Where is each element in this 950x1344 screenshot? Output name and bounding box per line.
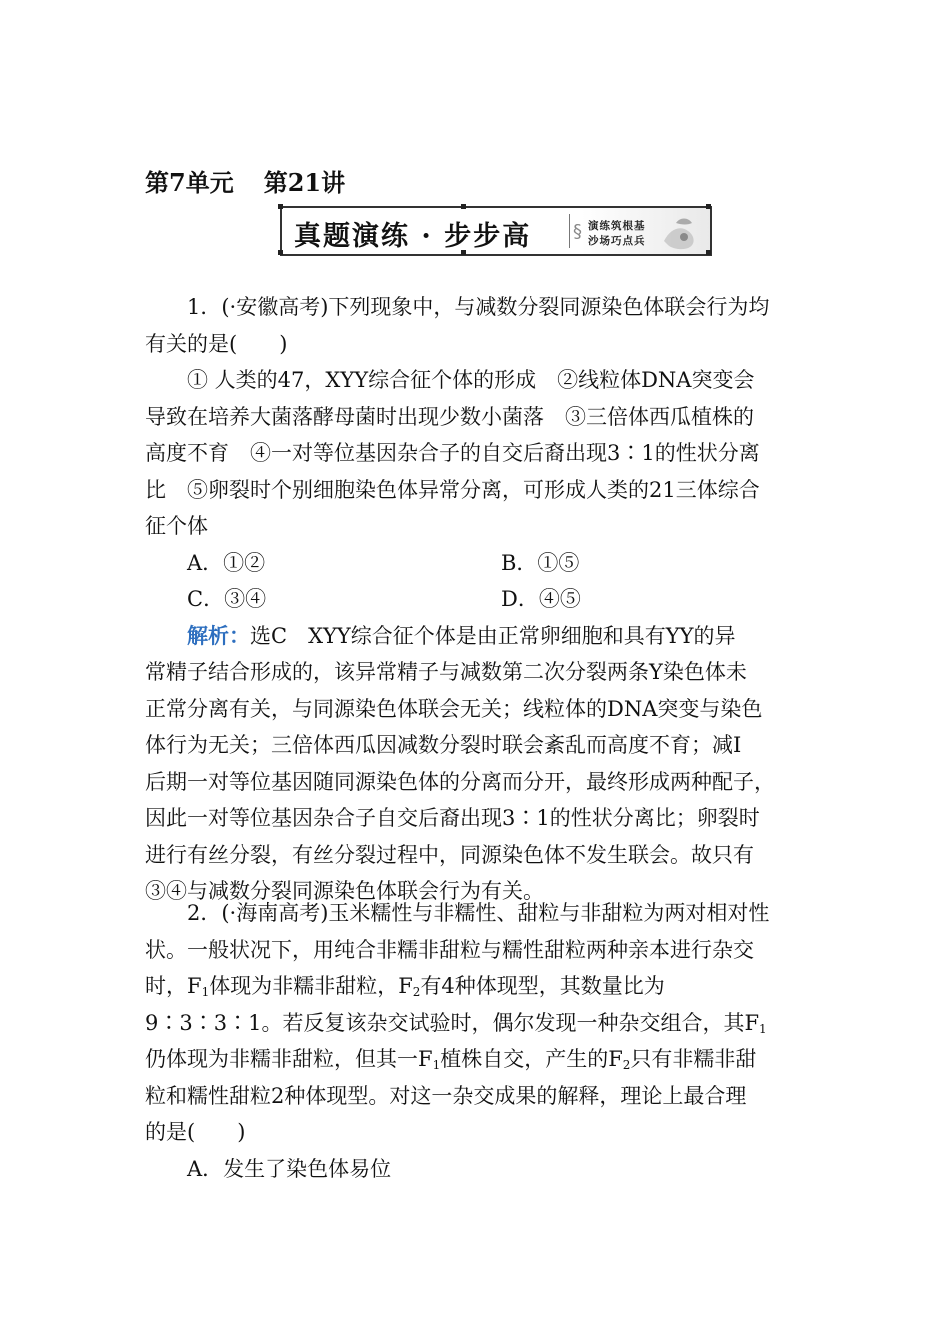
banner-subtitle-1: 演练筑根基 <box>588 220 646 232</box>
question-1 <box>145 289 815 910</box>
decorative-ink-icon <box>658 211 702 253</box>
lecture-label: 第21讲 <box>263 168 346 197</box>
banner-title: 真题演练 · 步步高 <box>294 221 532 252</box>
q1-analysis-line-5: 后期一对等位基因随同源染色体的分离而分开，最终形成两种配子， <box>145 769 775 794</box>
q1-option-c[interactable]: C．③④ <box>187 587 267 611</box>
q2-stem-line-7: 的是( ) <box>145 1120 246 1144</box>
q2-stem-line-4: 9∶3∶3∶1。若反复该杂交试验时，偶尔发现一种杂交组合，其$F_1$ <box>145 1010 767 1036</box>
q1-analysis-line-3: 正常分离有关，与同源染色体联会无关；线粒体的DNA突变与染色 <box>145 696 763 721</box>
q2-stem-line-6: 粒和糯性甜粒2种体现型。对这一杂交成果的解释，理论上最合理 <box>145 1083 747 1108</box>
q1-analysis-line-4: 体行为无关；三倍体西瓜因减数分裂时联会紊乱而高度不育；减Ⅰ <box>145 733 742 757</box>
swirl-icon: § <box>573 221 582 242</box>
section-banner <box>280 206 712 256</box>
banner-divider <box>569 214 570 248</box>
banner-subtitle-2: 沙场巧点兵 <box>588 235 646 247</box>
question-2 <box>145 895 815 1187</box>
q2-stem-line-5: 仍体现为非糯非甜粒，但其一$F_1$植株自交，产生的$F_2$只有非糯非甜 <box>145 1047 757 1072</box>
q2-stem-line-1: 2．(·海南高考)玉米糯性与非糯性、甜粒与非甜粒为两对相对性 <box>187 901 770 925</box>
q1-options-row-2 <box>145 581 815 618</box>
section-header <box>145 163 345 198</box>
q1-statement-line-5: 征个体 <box>145 514 208 538</box>
q1-statement-line-1: ① 人类的47，XYY综合征个体的形成 ②线粒体DNA突变会 <box>187 368 755 392</box>
unit-label: 第7单元 <box>145 168 234 197</box>
q1-analysis-line-2: 常精子结合形成的，该异常精子与减数第二次分裂两条Y染色体未 <box>145 660 747 684</box>
q1-statement-line-2: 导致在培养大菌落酵母菌时出现少数小菌落 ③三倍体西瓜植株的 <box>145 404 754 429</box>
q1-stem-line-2: 有关的是( ) <box>145 331 288 356</box>
q1-analysis-line-1: 解析：选C XYY综合征个体是由正常卵细胞和具有YY的异 <box>187 622 736 648</box>
q2-option-a[interactable]: A．发生了染色体易位 <box>187 1156 392 1181</box>
q1-analysis-line-8: ③④与减数分裂同源染色体联会行为有关。 <box>145 879 544 903</box>
q2-stem-line-2: 状。一般状况下，用纯合非糯非甜粒与糯性甜粒两种亲本进行杂交 <box>145 937 754 962</box>
q1-statement-line-3: 高度不育 ④一对等位基因杂合子的自交后裔出现3∶1的性状分离 <box>145 441 760 465</box>
q1-option-d[interactable]: D．④⑤ <box>501 587 581 611</box>
q1-option-a[interactable]: A．①② <box>187 550 266 575</box>
q1-analysis-line-6: 因此一对等位基因杂合子自交后裔出现3∶1的性状分离比；卵裂时 <box>145 806 760 830</box>
q1-option-b[interactable]: B．①⑤ <box>501 550 580 575</box>
q1-statement-line-4: 比 ⑤卵裂时个别细胞染色体异常分离，可形成人类的21三体综合 <box>145 477 760 502</box>
q1-analysis-line-7: 进行有丝分裂，有丝分裂过程中，同源染色体不发生联会。故只有 <box>145 842 754 867</box>
q1-stem-line-1: 1．(·安徽高考)下列现象中，与减数分裂同源染色体联会行为均 <box>187 295 770 319</box>
q2-stem-line-3: 时，$F_1$体现为非糯非甜粒，$F_2$有4种体现型，其数量比为 <box>145 974 665 999</box>
q1-options-row-1 <box>145 545 815 582</box>
analysis-label: 解析： <box>187 622 250 648</box>
